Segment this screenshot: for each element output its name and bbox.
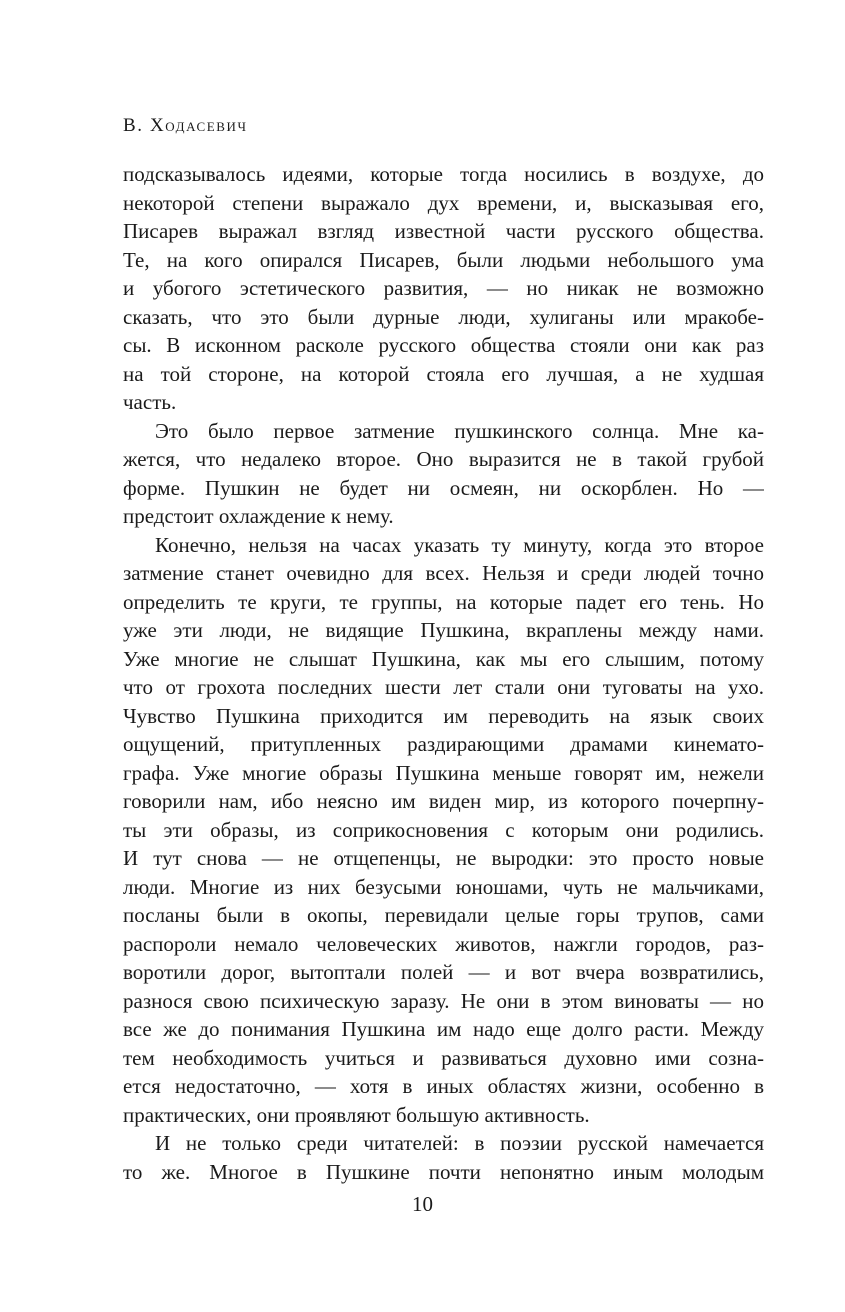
text-line: уже эти люди, не видящие Пушкина, вкраплены между нами. — [123, 618, 764, 642]
text-line: Конечно, нельзя на часах указать ту минуту, когда это второе — [155, 532, 764, 557]
text-line: ется недостаточно, — хотя в иных областях жизни, особенно в — [123, 1074, 764, 1098]
text-line: подсказывалось идеями, которые тогда носились в воздухе, до — [123, 162, 764, 186]
text-line: сказать, что это были дурные люди, хулиганы или мракобе- — [123, 304, 764, 329]
text-line: графа. Уже многие образы Пушкина меньше говорят им, нежели — [123, 760, 764, 785]
text-line: и убогого эстетического развития, — но никак не возможно — [123, 276, 764, 300]
text-line: посланы были в окопы, перевидали целые горы трупов, сами — [123, 903, 764, 927]
page-number: 10 — [412, 1192, 433, 1216]
text-line: Это было первое затмение пушкинского солнца. Мне ка- — [155, 418, 764, 443]
text-line: распороли немало человеческих животов, нажгли городов, раз- — [123, 931, 764, 956]
text-line: сы. В исконном расколе русского общества стояли они как раз — [123, 333, 764, 357]
text-line: форме. Пушкин не будет ни осмеян, ни оскорблен. Но — — [123, 475, 764, 500]
text-line: воротили дорог, вытоптали полей — и вот вчера возвратились, — [123, 960, 764, 984]
text-line: ощущений, притупленных раздирающими драмами кинемато- — [123, 732, 764, 756]
text-line: ты эти образы, из соприкосновения с которым они родились. — [123, 817, 764, 842]
text-line: предстоит охлаждение к нему. — [123, 504, 394, 528]
text-line: И тут снова — не отщепенцы, не выродки: это просто новые — [123, 846, 764, 870]
text-line: некоторой степени выражало дух времени, и, высказывая его, — [123, 190, 764, 215]
text-line: Те, на кого опирался Писарев, были людьми небольшого ума — [123, 247, 764, 272]
text-line: разнося свою психическую заразу. Не они в этом виноваты — но — [123, 988, 764, 1013]
body-text — [123, 160, 764, 1186]
text-line: затмение станет очевидно для всех. Нельзя и среди людей точно — [123, 561, 764, 585]
text-line: все же до понимания Пушкина им надо еще долго расти. Между — [123, 1017, 764, 1041]
text-line: часть. — [123, 390, 177, 414]
text-line: Писарев выражал взгляд известной части русского общества. — [123, 219, 764, 243]
text-line: И не только среди читателей: в поэзии русской намечается — [155, 1131, 764, 1155]
text-line: практических, они проявляют большую активность. — [123, 1102, 590, 1127]
text-line: что от грохота последних шести лет стали они туговаты на ухо. — [123, 675, 764, 699]
text-line: жется, что недалеко второе. Оно выразится не в такой грубой — [123, 447, 764, 471]
text-line: говорили нам, ибо неясно им виден мир, из которого почерпну- — [123, 789, 764, 813]
text-line: Уже многие не слышат Пушкина, как мы его слышим, потому — [123, 646, 764, 671]
text-line: определить те круги, те группы, на которые падет его тень. Но — [123, 589, 764, 614]
text-line: тем необходимость учиться и развиваться духовно ими созна- — [123, 1045, 764, 1070]
text-line: то же. Многое в Пушкине почти непонятно иным молодым — [123, 1159, 764, 1184]
running-head: В. Ходасевич — [123, 115, 248, 136]
text-line: люди. Многие из них безусыми юношами, чуть не мальчиками, — [123, 874, 764, 899]
text-line: Чувство Пушкина приходится им переводить на язык своих — [123, 703, 764, 728]
text-line: на той стороне, на которой стояла его лучшая, а не худшая — [123, 361, 764, 386]
